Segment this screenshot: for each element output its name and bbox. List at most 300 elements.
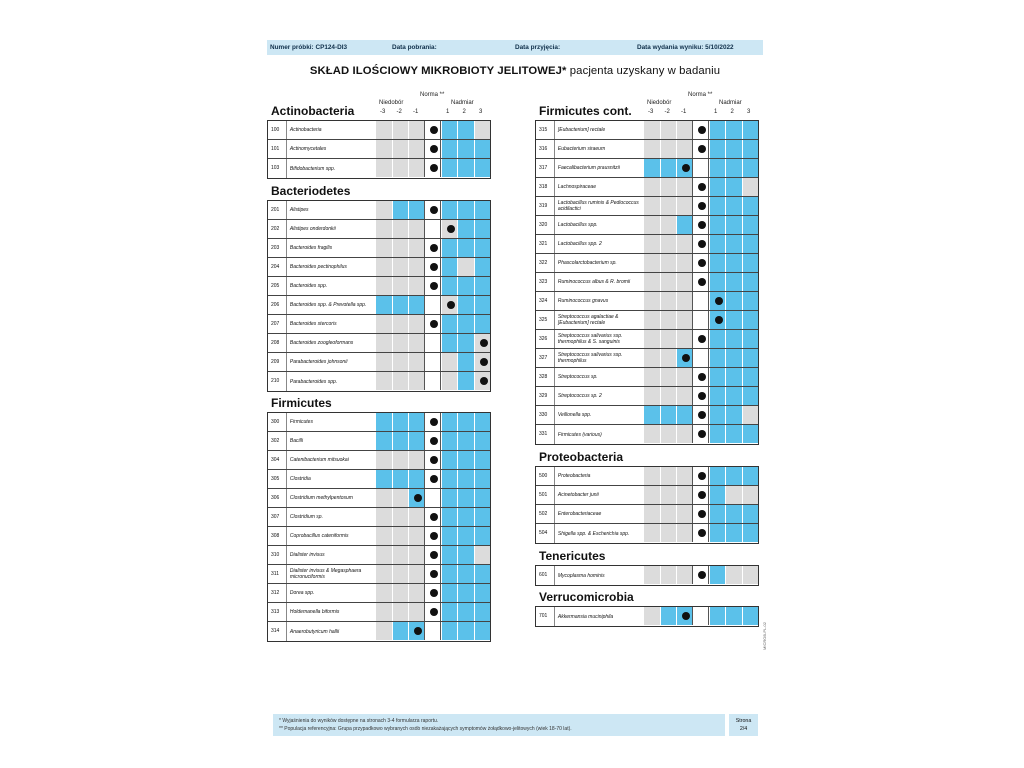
scale-cell xyxy=(441,508,457,526)
taxon-name: Proteobacteria xyxy=(557,473,591,479)
section-grid xyxy=(267,120,491,179)
result-dot-icon xyxy=(698,430,706,438)
table-row xyxy=(536,467,758,486)
scale-cell xyxy=(725,387,741,405)
scale-header xyxy=(375,92,491,120)
scale-cell xyxy=(474,239,490,257)
scale-cell xyxy=(676,273,692,291)
row-number: 300 xyxy=(268,413,287,431)
scale-cell xyxy=(408,451,424,469)
scale-cell xyxy=(392,258,408,276)
row-number: 320 xyxy=(536,216,555,234)
scale-cell xyxy=(676,406,692,424)
scale-cell xyxy=(424,432,440,450)
scale-cell xyxy=(441,277,457,295)
row-number: 324 xyxy=(536,292,555,310)
scale-cell xyxy=(742,311,758,329)
scale-cell xyxy=(441,353,457,371)
scale-cell xyxy=(660,254,676,272)
scale-cell xyxy=(474,470,490,488)
taxon-name: Faecalibacterium prausnitzii xyxy=(557,165,620,171)
scale-cell xyxy=(725,140,741,158)
section-grid xyxy=(267,200,491,392)
table-row xyxy=(268,258,490,277)
result-dot-icon xyxy=(480,339,488,347)
row-number: 208 xyxy=(268,334,287,352)
result-dot-icon xyxy=(480,358,488,366)
scale-col-label: -1 xyxy=(413,109,419,115)
scale-cell xyxy=(457,413,473,431)
taxon-name: Eubacterium siraeum xyxy=(557,146,606,152)
taxon-name: Bacteroides spp. xyxy=(289,283,328,289)
table-row xyxy=(268,140,490,159)
scale-cell xyxy=(709,121,725,139)
table-row xyxy=(268,334,490,353)
scale-cell xyxy=(457,489,473,507)
scale-cell xyxy=(392,353,408,371)
row-number: 305 xyxy=(268,470,287,488)
scale-cell xyxy=(375,451,391,469)
result-dot-icon xyxy=(480,377,488,385)
scale-cell xyxy=(725,467,741,485)
scale-cell xyxy=(660,524,676,542)
result-dot-icon xyxy=(698,392,706,400)
scale-cell xyxy=(709,140,725,158)
table-row xyxy=(268,121,490,140)
taxon-name: Actinomycetales xyxy=(289,146,327,152)
scale-cell xyxy=(457,584,473,602)
scale-cell xyxy=(709,273,725,291)
table-row xyxy=(268,372,490,391)
scale-cell xyxy=(474,353,490,371)
scale-cell xyxy=(424,258,440,276)
scale-cell xyxy=(441,489,457,507)
scale-cell xyxy=(692,216,708,234)
result-dot-icon xyxy=(430,263,438,271)
scale-cell xyxy=(692,505,708,523)
scale-cell xyxy=(457,546,473,564)
row-number: 311 xyxy=(268,565,287,583)
scale-cell xyxy=(676,197,692,215)
scale-cell xyxy=(643,607,659,625)
scale-cell xyxy=(742,607,758,625)
scale-cell xyxy=(408,353,424,371)
scale-cell xyxy=(408,489,424,507)
scale-cell xyxy=(742,349,758,367)
table-row xyxy=(268,296,490,315)
table-row xyxy=(268,432,490,451)
taxon-name: Bacteroides pectinophilus xyxy=(289,264,347,270)
scale-cell xyxy=(408,603,424,621)
row-number: 315 xyxy=(536,121,555,139)
taxon-name: Bacteroides spp. & Prevotella spp. xyxy=(289,302,367,308)
row-number: 319 xyxy=(536,197,555,215)
scale-cell xyxy=(392,432,408,450)
scale-cell xyxy=(742,330,758,348)
row-number: 325 xyxy=(536,311,555,329)
scale-cell xyxy=(457,372,473,390)
scale-cell xyxy=(676,349,692,367)
table-row xyxy=(536,505,758,524)
result-dot-icon xyxy=(698,491,706,499)
scale-cell xyxy=(408,159,424,177)
scale-cell xyxy=(676,505,692,523)
scale-cell xyxy=(725,486,741,504)
scale-cell xyxy=(424,527,440,545)
scale-cell xyxy=(457,432,473,450)
row-number: 100 xyxy=(268,121,287,139)
scale-cell xyxy=(742,406,758,424)
scale-col-label: 3 xyxy=(747,109,751,115)
scale-cell xyxy=(375,258,391,276)
scale-cell xyxy=(457,296,473,314)
scale-cell xyxy=(441,220,457,238)
scale-cell xyxy=(709,311,725,329)
scale-cell xyxy=(408,201,424,219)
scale-cell xyxy=(709,216,725,234)
scale-cell xyxy=(660,178,676,196)
table-row xyxy=(536,349,758,368)
taxon-name: Holdemanella biformis xyxy=(289,609,340,615)
scale-cell xyxy=(392,121,408,139)
niedobor-label: Niedobór xyxy=(647,100,672,106)
result-dot-icon xyxy=(430,320,438,328)
scale-cell xyxy=(441,140,457,158)
scale-cell xyxy=(375,432,391,450)
scale-cell xyxy=(709,159,725,177)
scale-cell xyxy=(660,505,676,523)
scale-cell xyxy=(742,197,758,215)
scale-cell xyxy=(643,197,659,215)
result-dot-icon xyxy=(414,494,422,502)
scale-cell xyxy=(441,470,457,488)
taxon-name: Bacteroides zoogleoformans xyxy=(289,340,354,346)
scale-cell xyxy=(375,140,391,158)
scale-col-label: 3 xyxy=(479,109,483,115)
scale-cell xyxy=(424,121,440,139)
result-dot-icon xyxy=(682,354,690,362)
scale-cell xyxy=(643,292,659,310)
table-row xyxy=(268,159,490,178)
scale-cell xyxy=(676,368,692,386)
scale-cell xyxy=(676,311,692,329)
scale-cell xyxy=(725,406,741,424)
niedobor-label: Niedobór xyxy=(379,100,404,106)
scale-cell xyxy=(709,387,725,405)
table-row xyxy=(536,197,758,216)
result-dot-icon xyxy=(430,126,438,134)
row-number: 312 xyxy=(268,584,287,602)
scale-cell xyxy=(441,603,457,621)
scale-cell xyxy=(692,524,708,542)
row-number: 304 xyxy=(268,451,287,469)
scale-cell xyxy=(692,235,708,253)
scale-cell xyxy=(660,311,676,329)
norma-label: Norma ** xyxy=(420,92,445,98)
scale-cell xyxy=(676,121,692,139)
scale-cell xyxy=(392,296,408,314)
row-number: 502 xyxy=(536,505,555,523)
result-dot-icon xyxy=(698,373,706,381)
scale-cell xyxy=(676,387,692,405)
scale-cell xyxy=(408,508,424,526)
scale-cell xyxy=(408,527,424,545)
taxon-name: Ruminococcus albus & R. bromii xyxy=(557,279,631,285)
taxon-name: Bacteroides fragilis xyxy=(289,245,333,251)
scale-cell xyxy=(709,425,725,443)
scale-cell xyxy=(408,565,424,583)
scale-cell xyxy=(392,470,408,488)
scale-cell xyxy=(408,296,424,314)
scale-cell xyxy=(457,565,473,583)
row-number: 328 xyxy=(536,368,555,386)
scale-cell xyxy=(457,121,473,139)
scale-cell xyxy=(474,508,490,526)
scale-cell xyxy=(375,508,391,526)
scale-cell xyxy=(692,140,708,158)
taxon-name: Parabacteroides johnsonii xyxy=(289,359,348,365)
scale-cell xyxy=(375,413,391,431)
result-dot-icon xyxy=(698,510,706,518)
scale-cell xyxy=(692,486,708,504)
result-dot-icon xyxy=(430,589,438,597)
scale-cell xyxy=(474,565,490,583)
scale-cell xyxy=(392,159,408,177)
scale-cell xyxy=(392,413,408,431)
row-number: 307 xyxy=(268,508,287,526)
scale-cell xyxy=(375,201,391,219)
taxon-name: Phascolarctobacterium sp. xyxy=(557,260,617,266)
scale-cell xyxy=(676,566,692,584)
scale-cell xyxy=(457,277,473,295)
scale-cell xyxy=(709,486,725,504)
scale-cell xyxy=(643,368,659,386)
norma-label: Norma ** xyxy=(688,92,713,98)
scale-cell xyxy=(441,584,457,602)
table-row xyxy=(536,311,758,330)
scale-cell xyxy=(392,622,408,640)
title-main: SKŁAD ILOŚCIOWY MIKROBIOTY JELITOWEJ* xyxy=(309,65,567,77)
scale-cell xyxy=(709,292,725,310)
row-number: 204 xyxy=(268,258,287,276)
taxon-name: Streptococcus sp. 2 xyxy=(557,393,602,399)
scale-cell xyxy=(441,413,457,431)
row-number: 327 xyxy=(536,349,555,367)
result-dot-icon xyxy=(682,612,690,620)
scale-cell xyxy=(474,277,490,295)
scale-cell xyxy=(441,239,457,257)
scale-cell xyxy=(424,508,440,526)
footnote-2: ** Populacja referencyjna: Grupa przypadkowo wybranych osób niezakażających symptomów żołądkowo-jelitowych (wiek 18-70 lat). xyxy=(279,726,572,732)
taxon-name: Bifidobacterium spp. xyxy=(289,165,336,172)
scale-cell xyxy=(692,178,708,196)
scale-cell xyxy=(660,349,676,367)
scale-cell xyxy=(643,273,659,291)
result-dot-icon xyxy=(430,513,438,521)
scale-cell xyxy=(643,524,659,542)
scale-cell xyxy=(424,334,440,352)
row-number: 323 xyxy=(536,273,555,291)
scale-cell xyxy=(742,178,758,196)
scale-cell xyxy=(424,546,440,564)
scale-cell xyxy=(441,121,457,139)
scale-cell xyxy=(643,425,659,443)
scale-cell xyxy=(692,368,708,386)
scale-cell xyxy=(725,235,741,253)
scale-cell xyxy=(392,546,408,564)
scale-col-label: -3 xyxy=(380,109,386,115)
row-number: 322 xyxy=(536,254,555,272)
scale-cell xyxy=(474,258,490,276)
scale-cell xyxy=(725,216,741,234)
scale-cell xyxy=(676,330,692,348)
scale-cell xyxy=(375,239,391,257)
scale-cell xyxy=(457,140,473,158)
scale-cell xyxy=(375,603,391,621)
scale-cell xyxy=(457,508,473,526)
scale-cell xyxy=(474,201,490,219)
scale-cell xyxy=(441,159,457,177)
taxon-name: Shigella spp. & Escherichia spp. xyxy=(557,530,630,537)
scale-cell xyxy=(676,254,692,272)
scale-cell xyxy=(643,159,659,177)
scale-cell xyxy=(408,140,424,158)
scale-cell xyxy=(660,566,676,584)
scale-col-label: 1 xyxy=(446,109,450,115)
scale-cell xyxy=(709,406,725,424)
section-title: Tenericutes xyxy=(539,549,606,563)
scale-cell xyxy=(424,220,440,238)
scale-cell xyxy=(643,330,659,348)
result-dot-icon xyxy=(447,301,455,309)
scale-cell xyxy=(725,607,741,625)
scale-cell xyxy=(457,451,473,469)
table-row xyxy=(536,273,758,292)
scale-cell xyxy=(742,121,758,139)
table-row xyxy=(268,489,490,508)
taxon-name: Alistipes onderdonkii xyxy=(289,226,336,232)
scale-cell xyxy=(375,159,391,177)
scale-cell xyxy=(457,527,473,545)
scale-cell xyxy=(457,353,473,371)
scale-cell xyxy=(709,368,725,386)
row-number: 101 xyxy=(268,140,287,158)
table-row xyxy=(268,565,490,584)
scale-col-label: 2 xyxy=(730,109,734,115)
scale-cell xyxy=(441,527,457,545)
taxon-name: Mycoplasma hominis xyxy=(557,572,605,579)
table-row xyxy=(536,140,758,159)
row-number: 201 xyxy=(268,201,287,219)
result-dot-icon xyxy=(698,411,706,419)
scale-cell xyxy=(375,622,391,640)
scale-cell xyxy=(392,140,408,158)
scale-cell xyxy=(408,622,424,640)
scale-cell xyxy=(441,432,457,450)
scale-cell xyxy=(676,425,692,443)
scale-cell xyxy=(692,607,708,625)
scale-cell xyxy=(408,546,424,564)
scale-cell xyxy=(692,566,708,584)
taxon-name: Dialister invisus & Megasphaera micronuciformis xyxy=(289,568,362,580)
table-row xyxy=(268,220,490,239)
scale-cell xyxy=(375,296,391,314)
table-row xyxy=(268,315,490,334)
scale-cell xyxy=(709,178,725,196)
scale-cell xyxy=(660,197,676,215)
scale-cell xyxy=(676,607,692,625)
scale-cell xyxy=(692,467,708,485)
row-number: 206 xyxy=(268,296,287,314)
scale-cell xyxy=(742,159,758,177)
scale-cell xyxy=(692,311,708,329)
scale-cell xyxy=(709,607,725,625)
row-number: 207 xyxy=(268,315,287,333)
scale-cell xyxy=(676,467,692,485)
scale-cell xyxy=(424,140,440,158)
scale-cell xyxy=(725,349,741,367)
table-row xyxy=(536,178,758,197)
page-number: 2/4 xyxy=(739,726,748,732)
taxon-name: Enterobacteriaceae xyxy=(557,511,602,517)
scale-cell xyxy=(424,159,440,177)
scale-cell xyxy=(375,372,391,390)
side-code: MICROB-PL-02 xyxy=(762,621,767,650)
result-dot-icon xyxy=(430,570,438,578)
table-row xyxy=(268,508,490,527)
scale-cell xyxy=(643,216,659,234)
scale-cell xyxy=(725,292,741,310)
result-dot-icon xyxy=(430,206,438,214)
scale-col-label: -2 xyxy=(396,109,402,115)
scale-cell xyxy=(742,235,758,253)
nadmiar-label: Nadmiar xyxy=(451,100,474,106)
scale-cell xyxy=(643,311,659,329)
scale-cell xyxy=(375,470,391,488)
scale-cell xyxy=(375,353,391,371)
scale-cell xyxy=(660,406,676,424)
table-row xyxy=(536,425,758,444)
scale-cell xyxy=(692,254,708,272)
result-dot-icon xyxy=(698,571,706,579)
scale-cell xyxy=(709,566,725,584)
scale-cell xyxy=(676,235,692,253)
taxon-name: Alistipes xyxy=(289,207,309,213)
section-grid xyxy=(267,412,491,642)
scale-cell xyxy=(474,159,490,177)
result-dot-icon xyxy=(698,529,706,537)
scale-cell xyxy=(441,565,457,583)
scale-cell xyxy=(424,353,440,371)
report-page xyxy=(267,0,763,768)
table-row xyxy=(268,413,490,432)
section-title: Firmicutes cont. xyxy=(539,104,632,118)
scale-cell xyxy=(742,505,758,523)
taxon-name: Clostridium sp. xyxy=(289,514,323,520)
scale-cell xyxy=(692,406,708,424)
row-number: 321 xyxy=(536,235,555,253)
row-number: 500 xyxy=(536,467,555,485)
scale-cell xyxy=(457,315,473,333)
scale-cell xyxy=(474,220,490,238)
scale-cell xyxy=(392,451,408,469)
scale-cell xyxy=(660,121,676,139)
scale-cell xyxy=(725,330,741,348)
scale-cell xyxy=(392,334,408,352)
table-row xyxy=(536,387,758,406)
scale-cell xyxy=(408,121,424,139)
scale-cell xyxy=(408,584,424,602)
